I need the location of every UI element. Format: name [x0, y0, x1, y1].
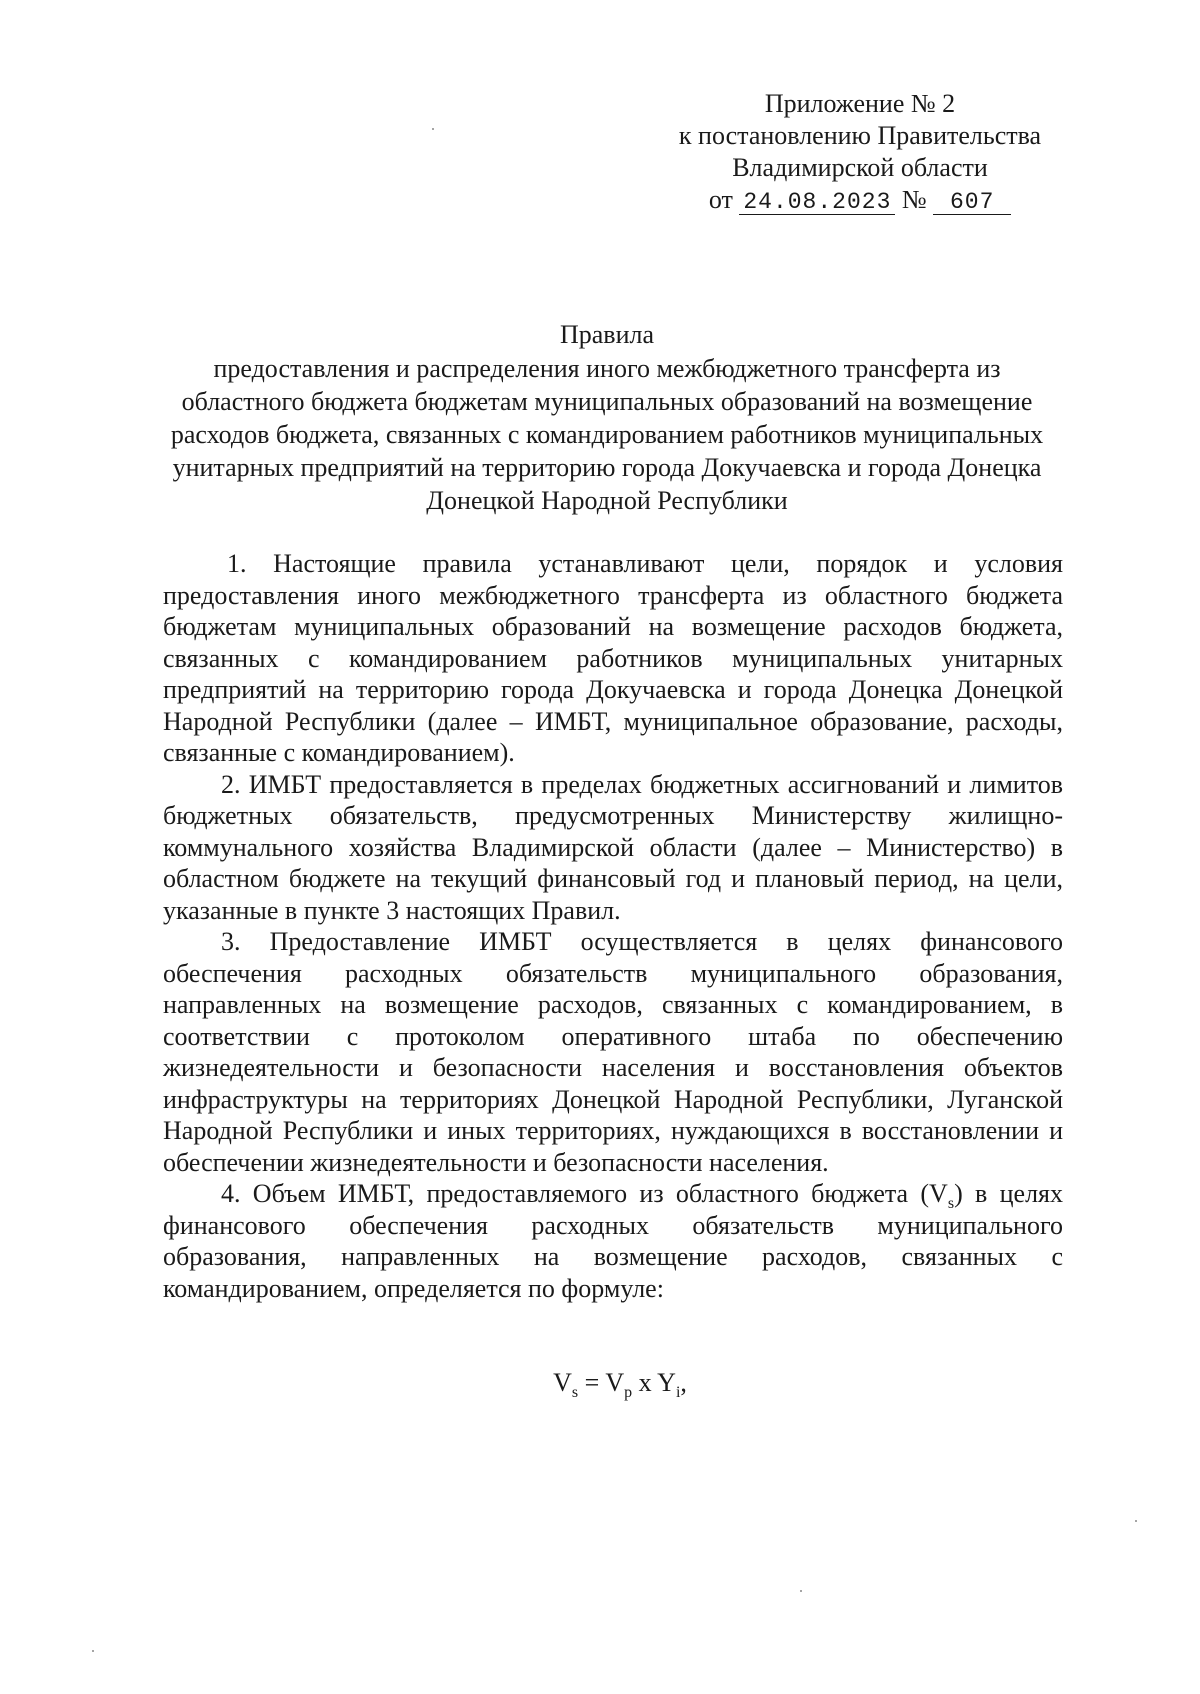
scan-speck — [800, 1590, 802, 1592]
formula — [0, 1368, 1200, 1402]
formula-lhs: V — [553, 1368, 572, 1397]
formula-v-sub: p — [624, 1384, 633, 1402]
appendix-date-line — [660, 184, 1060, 216]
scan-speck — [1135, 1520, 1137, 1522]
appendix-header — [660, 88, 1060, 216]
appendix-number: Приложение № 2 — [764, 89, 956, 118]
formula-lhs-sub: s — [571, 1384, 579, 1402]
appendix-region: Владимирской области — [732, 153, 988, 182]
scan-speck — [92, 1650, 94, 1652]
paragraph-2: 2. ИМБТ предоставляется в пределах бюджетных ассигнований и лимитов бюджетных обязательств, предусмотренных Министерству жилищно-коммунального хозяйства Владимирской области (далее – Министерство) в областном бюджете на текущий финансовый год и плановый период, на цели, указанные в пункте 3 настоящих Правил. — [163, 769, 1063, 925]
resolution-number: 607 — [933, 190, 1011, 215]
paragraph-4-end: ) в целях финансового обеспечения расходных обязательств муниципального образования, направленных на возмещение расходов, связанных с командированием, определяется по формуле: — [163, 1179, 1063, 1303]
formula-y-sub: i — [675, 1384, 681, 1402]
resolution-date: 24.08.2023 — [739, 190, 895, 215]
document-title — [150, 318, 1064, 517]
number-sign: № — [901, 185, 927, 214]
formula-v: V — [605, 1368, 625, 1397]
scan-speck — [432, 128, 434, 130]
paragraph-1: 1. Настоящие правила устанавливают цели, порядок и условия предоставления иного межбюджетного трансферта из областного бюджета бюджетам муниципальных образований на возмещение расходов бюджета, связанных с командированием работников муниципальных унитарных предприятий на территорию города Докучаевска и города Донецка Донецкой Народной Республики (далее – ИМБТ, муниципальное образование, расходы, связанные с командированием). — [163, 549, 1063, 767]
formula-y: Y — [657, 1368, 676, 1397]
paragraph-4-subscript: s — [947, 1195, 955, 1213]
formula-tail: , — [680, 1368, 687, 1397]
document-body — [163, 548, 1063, 1304]
formula-equals: = — [578, 1368, 606, 1397]
paragraph-3: 3. Предоставление ИМБТ осуществляется в целях финансового обеспечения расходных обязательств муниципального образования, направленных на возмещение расходов, связанных с командированием, в соответствии с протоколом оперативного штаба по обеспечению жизнедеятельности и безопасности населения и восстановления объектов инфраструктуры на территориях Донецкой Народной Республики, Луганской Народной Республики и иных территориях, нуждающихся в восстановлении и обеспечении жизнедеятельности и безопасности населения. — [163, 927, 1063, 1177]
paragraph-4 — [163, 1178, 1063, 1304]
paragraph-4-start: 4. Объем ИМБТ, предоставляемого из областного бюджета (V — [221, 1179, 948, 1208]
formula-times: x — [632, 1368, 658, 1397]
title-subtitle: предоставления и распределения иного межбюджетного трансферта из областного бюджета бюджетам муниципальных образований на возмещение расходов бюджета, связанных с командированием работников муниципальных унитарных предприятий на территорию города Докучаевска и города Донецка Донецкой Народной Республики — [170, 354, 1044, 515]
title-heading: Правила — [559, 320, 655, 349]
appendix-resolution-ref: к постановлению Правительства — [678, 121, 1042, 150]
date-prefix: от — [708, 185, 733, 214]
